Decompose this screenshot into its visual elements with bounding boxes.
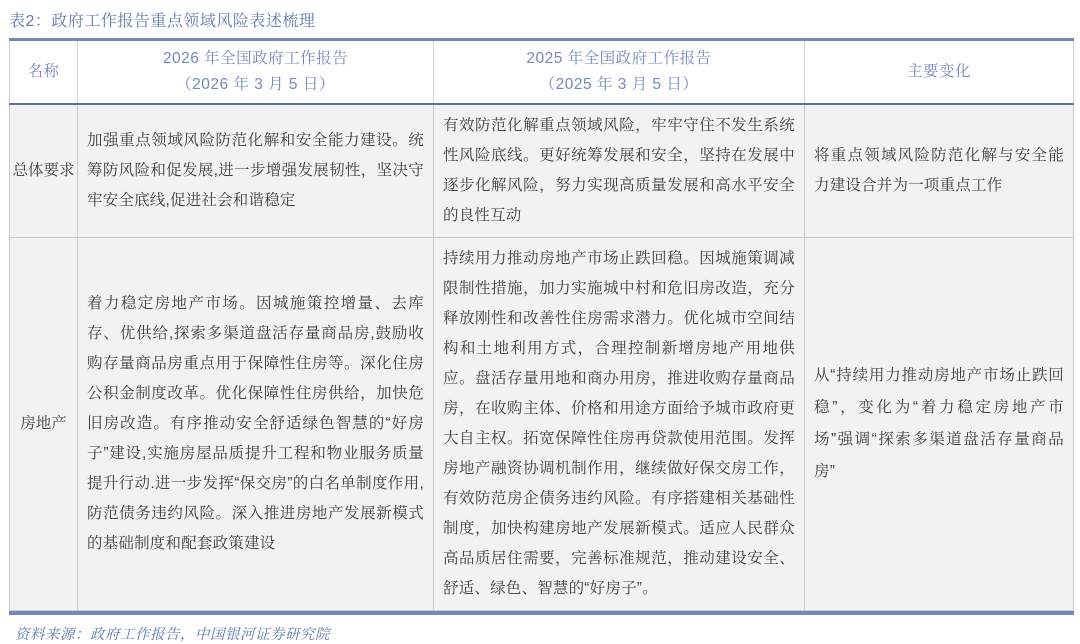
header-cell-2025-report [434, 41, 805, 104]
risk-statement-table [9, 41, 1074, 611]
header-2026-line1: 2026 年全国政府工作报告 [162, 50, 349, 67]
table-header [10, 41, 1074, 104]
header-cell-main-change [805, 41, 1074, 104]
table-body [10, 104, 1074, 611]
cell-realestate-2025-report: 持续用力推动房地产市场止跌回稳。因城施策调减限制性措施，加力实施城中村和危旧房改造，充分释放刚性和改善性住房需求潜力。优化城市空间结构和土地利用方式，合理控制新增房地产用地供应。盘活存量用地和商办用房，推进收购存量商品房，在收购主体、价格和用途方面给予城市政府更大自主权。拓宽保障性住房再贷款使用范围。发挥房地产融资协调机制作用，继续做好保交房工作，有效防范房企债务违约风险。有序搭建相关基础性制度，加快构建房地产发展新模式。适应人民群众高品质居住需要，完善标准规范，推动建设安全、舒适、绿色、智慧的“好房子”。 [434, 238, 805, 611]
cell-realestate-main-change: 从“持续用力推动房地产市场止跌回稳”，变化为“着力稳定房地产市场”强调“探索多渠道盘活存量商品房” [805, 238, 1074, 611]
cell-general-2025-report: 有效防范化解重点领域风险，牢牢守住不发生系统性风险底线。更好统筹发展和安全，坚持在发展中逐步化解风险，努力实现高质量发展和高水平安全的良性互动 [434, 104, 805, 238]
source-note: 资料来源：政府工作报告，中国银河证券研究院 [15, 627, 330, 643]
header-change-label: 主要变化 [906, 63, 971, 80]
row-name-real-estate: 房地产 [10, 238, 78, 611]
header-2025-line1: 2025 年全国政府工作报告 [526, 50, 712, 67]
cell-realestate-2026-report: 着力稳定房地产市场。因城施策控增量、去库存、优供给,探索多渠道盘活存量商品房,鼓励收购存量商品房重点用于保障性住房等。深化住房公积金制度改革。优化保障性住房供给，加快危旧房改造。有序推动安全舒适绿色智慧的“好房子”建设,实施房屋品质提升工程和物业服务质量提升行动.进一步发挥“保交房”的白名单制度作用,防范债务违约风险。深入推进房地产发展新模式的基础制度和配套政策建设 [78, 238, 434, 611]
header-2025-line2: （2025 年 3 月 5 日） [539, 76, 699, 93]
header-cell-2026-report [78, 41, 434, 104]
risk-statement-table-wrap [9, 38, 1074, 615]
table-title: 表2：政府工作报告重点领域风险表述梳理 [9, 13, 316, 30]
row-name-general-requirements: 总体要求 [10, 104, 78, 238]
header-name-label: 名称 [27, 63, 60, 80]
cell-general-main-change: 将重点领域风险防范化解与安全能力建设合并为一项重点工作 [805, 104, 1074, 238]
header-2026-line2: （2026 年 3 月 5 日） [176, 76, 335, 93]
table-row-real-estate [10, 238, 1074, 611]
cell-general-2026-report: 加强重点领域风险防范化解和安全能力建设。统筹防风险和促发展,进一步增强发展韧性，坚决守牢安全底线,促进社会和谐稳定 [78, 104, 434, 238]
header-cell-name [10, 41, 78, 104]
table-row-general-requirements [10, 104, 1074, 238]
header-row [10, 41, 1074, 104]
